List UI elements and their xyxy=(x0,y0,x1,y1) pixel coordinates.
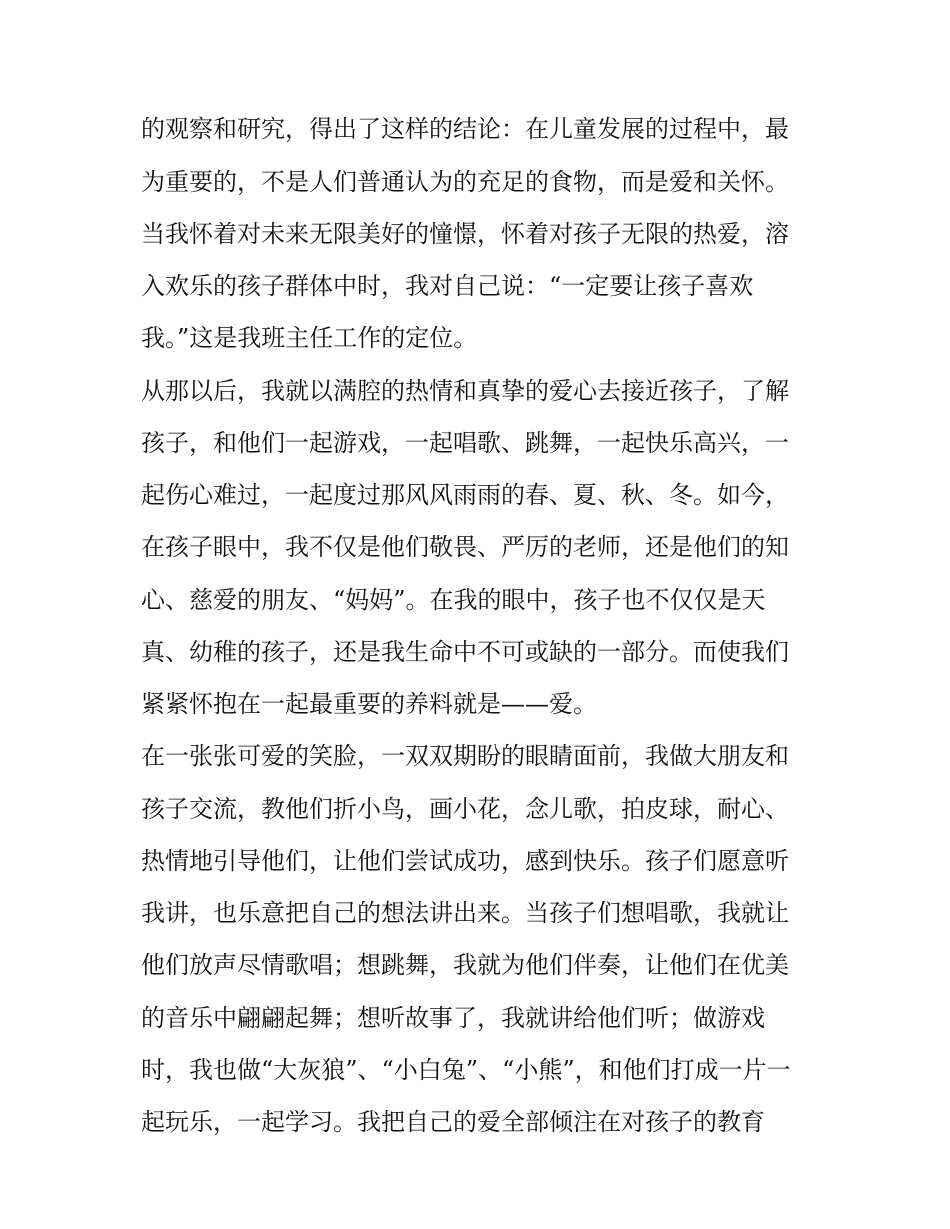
text-line: 在一张张可爱的笑脸，一双双期盼的眼睛面前，我做大朋友和 xyxy=(141,742,789,770)
text-line: 我讲，也乐意把自己的想法讲出来。当孩子们想唱歌，我就让 xyxy=(141,899,789,927)
text-line: 我。”这是我班主任工作的定位。 xyxy=(141,324,478,352)
text-line: 入欢乐的孩子群体中时，我对自己说：“一定要让孩子喜欢 xyxy=(141,272,754,300)
text-line: 热情地引导他们，让他们尝试成功，感到快乐。孩子们愿意听 xyxy=(141,847,789,875)
text-line: 他们放声尽情歌唱；想跳舞，我就为他们伴奏，让他们在优美 xyxy=(141,951,789,979)
text-line: 时，我也做“大灰狼”、“小白兔”、“小熊”，和他们打成一片一 xyxy=(141,1056,791,1084)
text-line: 真、幼稚的孩子，还是我生命中不可或缺的一部分。而使我们 xyxy=(141,638,789,666)
text-line: 在孩子眼中，我不仅是他们敬畏、严厉的老师，还是他们的知 xyxy=(141,533,789,561)
text-line: 起伤心难过，一起度过那风风雨雨的春、夏、秋、冬。如今， xyxy=(141,481,789,509)
text-line: 心、慈爱的朋友、“妈妈”。在我的眼中，孩子也不仅仅是天 xyxy=(141,586,766,614)
text-line: 当我怀着对未来无限美好的憧憬，怀着对孩子无限的热爱，溶 xyxy=(141,220,789,248)
text-line: 从那以后，我就以满腔的热情和真挚的爱心去接近孩子，了解 xyxy=(141,377,789,405)
text-line: 孩子，和他们一起游戏，一起唱歌、跳舞，一起快乐高兴，一 xyxy=(141,429,789,457)
text-line: 的音乐中翩翩起舞；想听故事了，我就讲给他们听；做游戏 xyxy=(141,1004,765,1032)
text-line: 为重要的，不是人们普通认为的充足的食物，而是爱和关怀。 xyxy=(141,168,789,196)
text-line: 起玩乐，一起学习。我把自己的爱全部倾注在对孩子的教育 xyxy=(141,1108,765,1136)
text-line: 的观察和研究，得出了这样的结论：在儿童发展的过程中，最 xyxy=(141,115,789,143)
text-line: 紧紧怀抱在一起最重要的养料就是——爱。 xyxy=(141,690,597,718)
text-line: 孩子交流，教他们折小鸟，画小花，念儿歌，拍皮球，耐心、 xyxy=(141,795,789,823)
